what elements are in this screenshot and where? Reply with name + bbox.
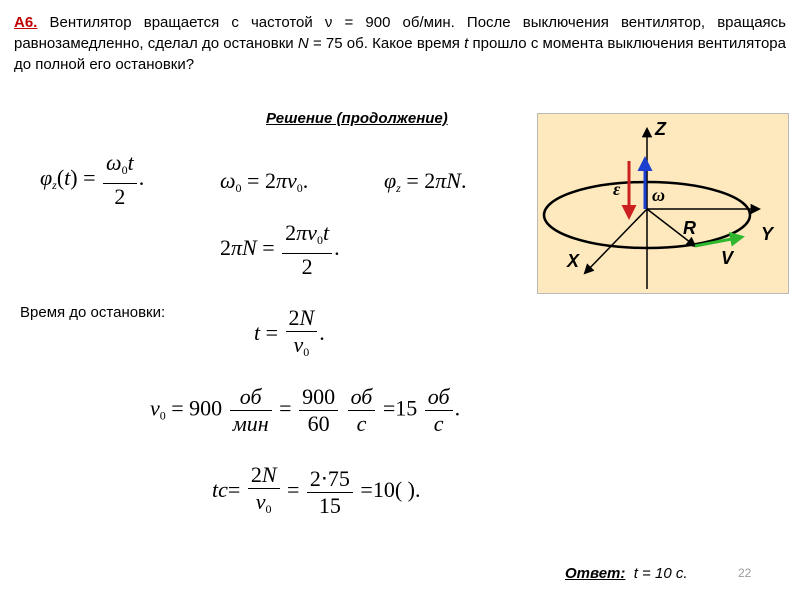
page-number: 22: [738, 566, 752, 580]
v-label: V: [721, 248, 734, 268]
problem-text-3: прошло с момента выключения вентилятора до полной его остановки?: [14, 35, 786, 73]
problem-statement: [14, 12, 786, 75]
formula-nu0: $\nu_0 = 900$ $\frac{об}{\text{мин}}$ = $\frac{900}{60}$ $\frac{об}{с}$ =15 $\frac{об}{с}$ .: [150, 384, 461, 436]
answer-value: t = 10 с.: [633, 565, 688, 582]
problem-var-n: N: [297, 35, 309, 52]
problem-label: А6.: [14, 14, 38, 31]
axis-x-label: X: [567, 251, 580, 271]
formula-t: t = $\frac{2N}{\nu_0}$ .: [254, 305, 325, 359]
formula-result: tc= $\frac{2N}{\nu_0}$ = $\frac{2\cdot 75}{15}$ =10( ).: [212, 462, 421, 518]
problem-var-t: t: [464, 35, 469, 52]
answer-label: Ответ:: [565, 565, 626, 582]
formula-2pin: 2πN = $\frac{2\pi\nu_0t}{2}$ .: [220, 220, 340, 279]
epsilon-label: ε: [613, 179, 621, 199]
formula-phi-t: $\varphi_z(t)$ = $\frac{\omega_0t}{2}$ .: [40, 150, 145, 209]
omega-label: ω: [652, 185, 666, 205]
formula-omega0: $\omega_0 = 2\pi\nu_0$.: [220, 168, 309, 195]
axis-z-label: Z: [655, 119, 666, 139]
problem-text-2: = 75 об. Какое время: [308, 35, 465, 52]
axis-y-label: Y: [761, 224, 774, 244]
problem-text-1: Вентилятор вращается с частотой ν = 900 об/мин. После выключения вентилятор, вращаясь равнозамедленно, сделал до остановки: [14, 14, 786, 52]
solution-heading: Решение (продолжение): [266, 110, 448, 127]
time-label: Время до остановки:: [20, 304, 166, 321]
formula-phi-n: $\varphi_z = 2\pi N$.: [384, 168, 467, 195]
rotation-diagram: [537, 113, 789, 294]
r-label: R: [683, 218, 696, 238]
answer: [565, 565, 688, 582]
